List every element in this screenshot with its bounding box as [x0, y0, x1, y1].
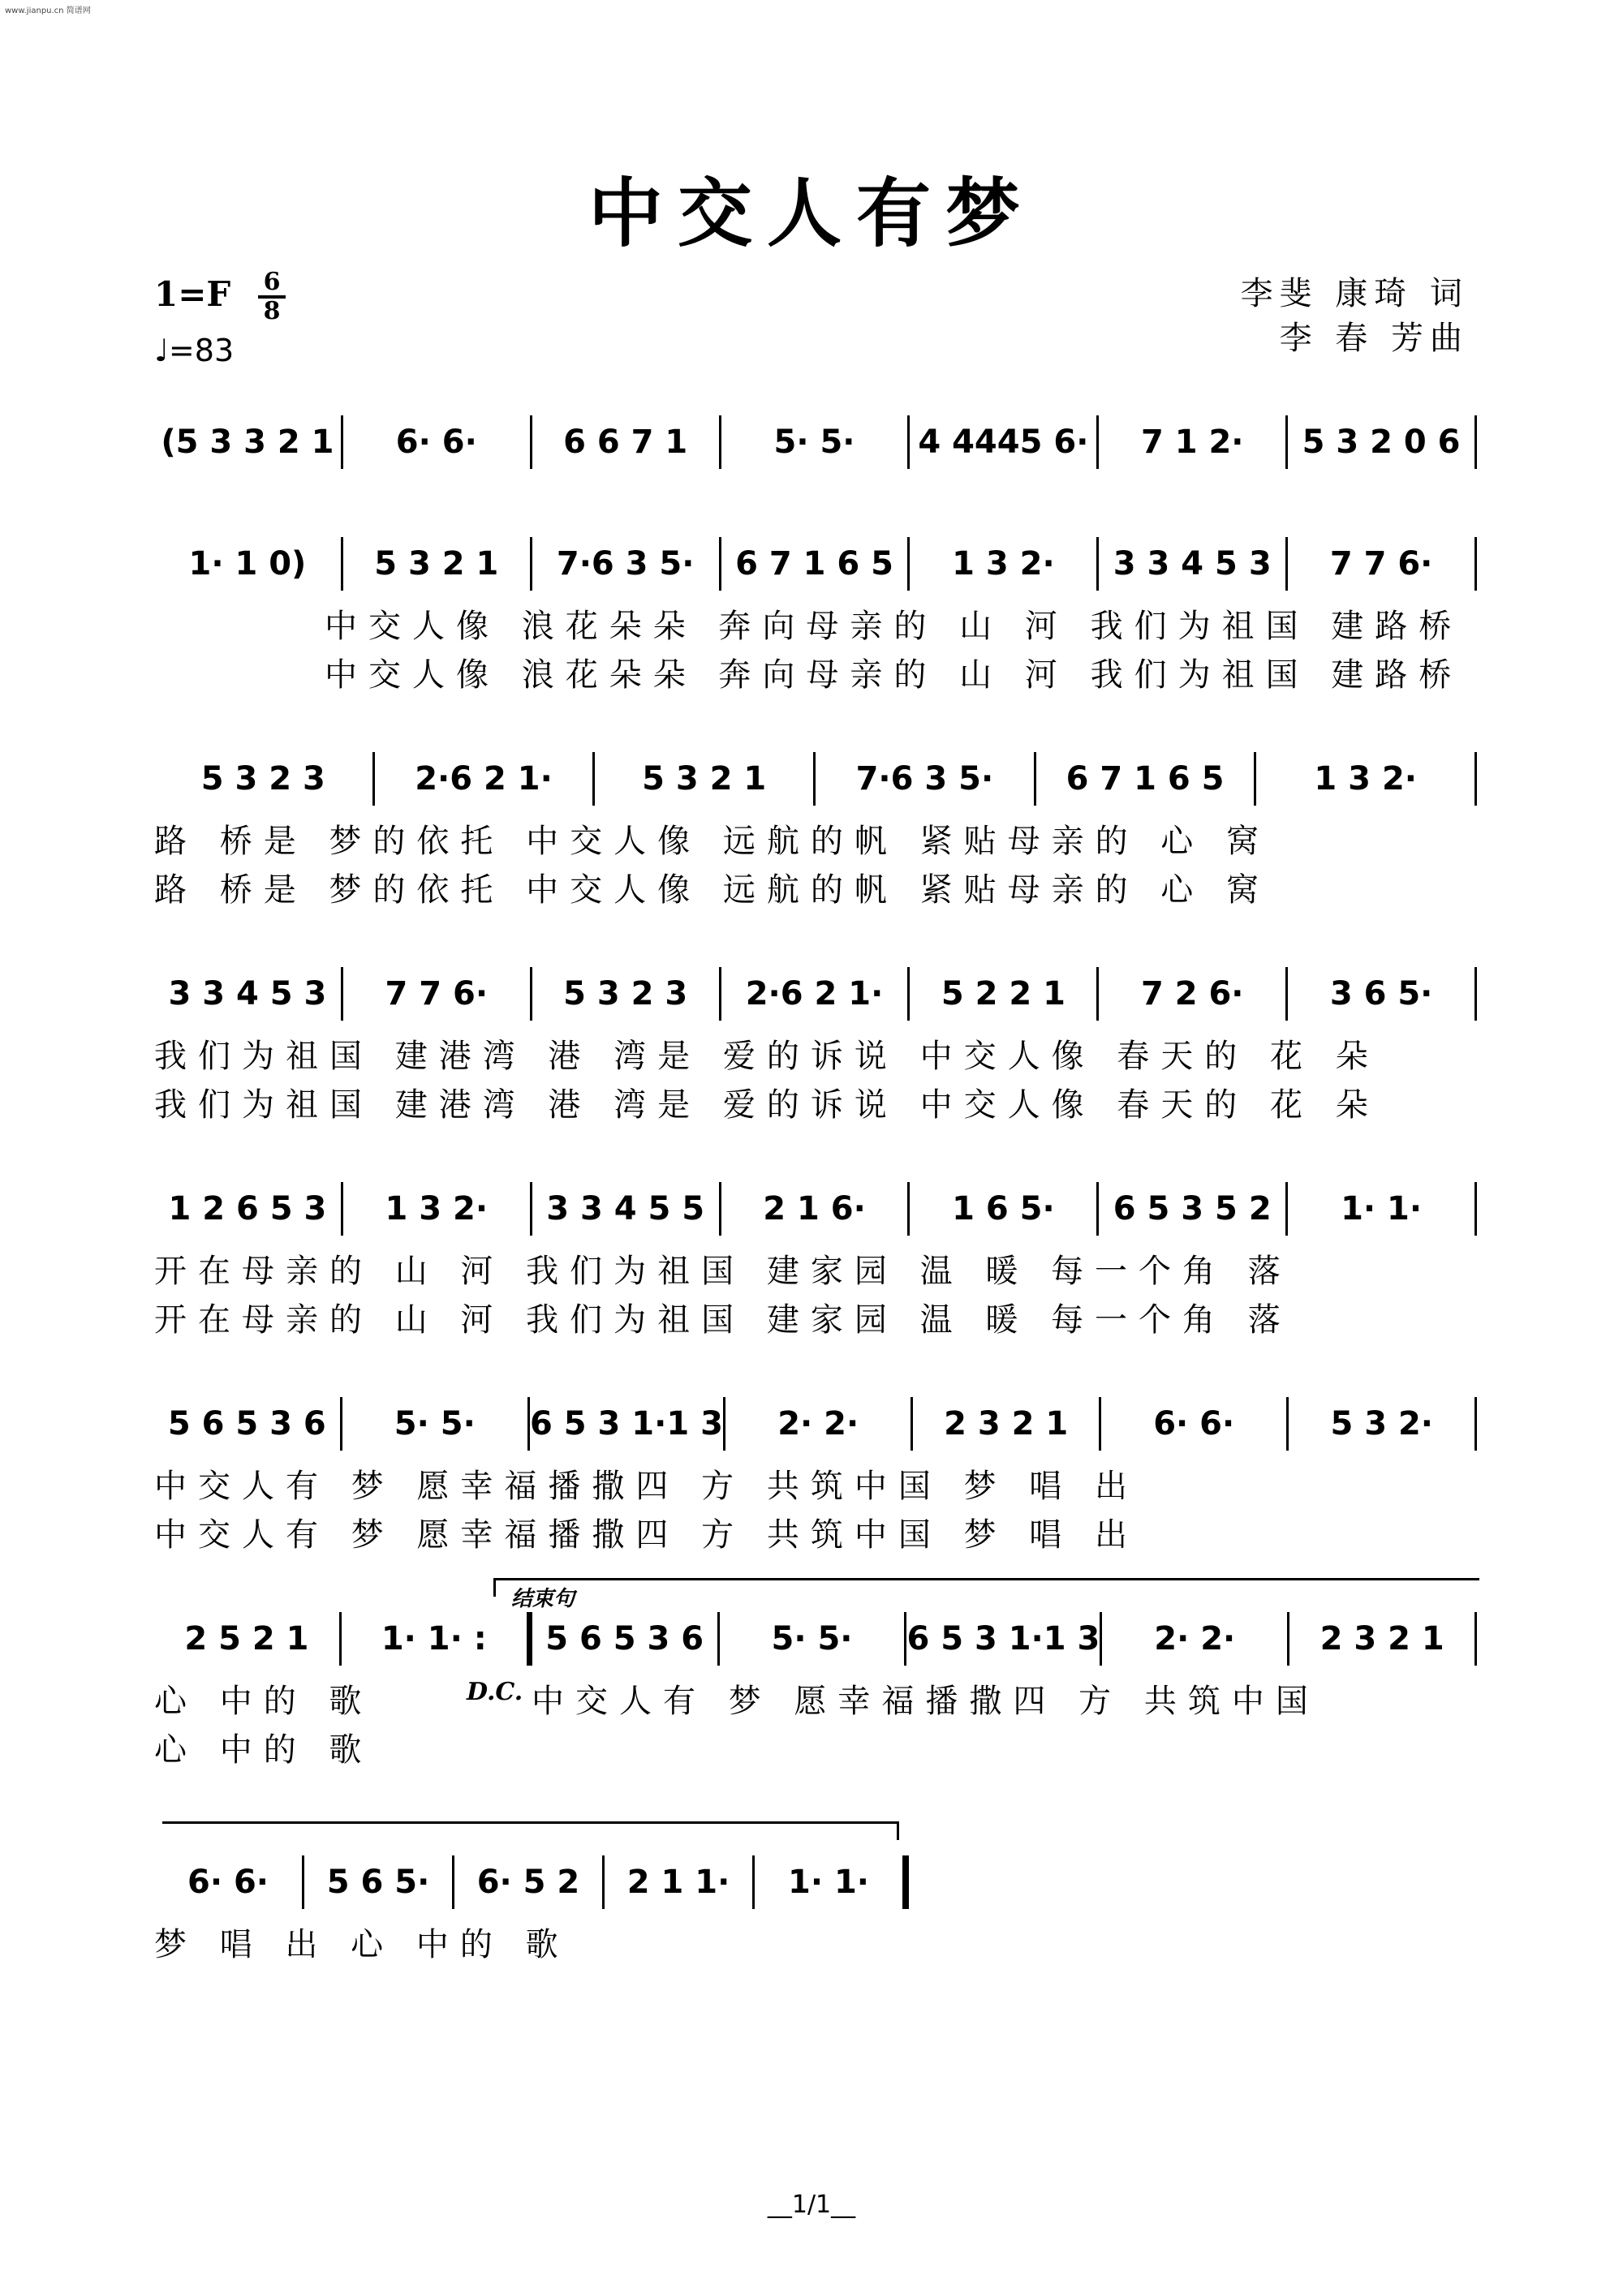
measure: 6· 6· — [395, 424, 477, 461]
measure: 2 3 2 1 — [944, 1405, 1069, 1443]
measure: 5· 5· — [771, 1620, 853, 1658]
lyric-verse-2: 中交人像 浪花朵朵 奔向母亲的 山 河 我们为祖国 建路桥 — [325, 656, 1463, 694]
measure: 5· 5· — [773, 424, 855, 461]
measure: 6· 6· — [1153, 1405, 1235, 1443]
measure: 3 3 4 5 5 — [546, 1190, 705, 1228]
measure: 7·6 3 5· — [855, 760, 994, 798]
measure: 6· 5 2 — [476, 1864, 580, 1901]
measure: 5 3 2· — [1330, 1405, 1433, 1443]
meter-bottom: 8 — [263, 297, 281, 325]
staff-line-1 — [154, 414, 1477, 471]
measure: 5 3 2 3 — [200, 760, 325, 798]
measure: 2·6 2 1· — [415, 760, 553, 798]
site-watermark: www.jianpu.cn 简谱网 — [5, 6, 91, 15]
measure: 7 1 2· — [1140, 424, 1244, 461]
meter-top: 6 — [263, 268, 281, 296]
measure: 2· 2· — [777, 1405, 859, 1443]
dc-marking: D.C. — [467, 1678, 523, 1706]
ending-bracket — [493, 1578, 1479, 1597]
ending-bracket-end — [162, 1821, 899, 1840]
measure: 1· 1· — [1341, 1190, 1423, 1228]
measure: 1 3 2· — [952, 545, 1055, 583]
song-title: 中交人有梦 — [588, 170, 1035, 257]
measure: 3 3 4 5 3 — [168, 975, 327, 1013]
lyric-verse-1: 开在母亲的 山 河 我们为祖国 建家园 温 暖 每一个角 落 — [154, 1253, 1292, 1290]
measure: 2· 2· — [1154, 1620, 1236, 1658]
key-signature: 1=F — [154, 274, 231, 314]
measure: 7·6 3 5· — [556, 545, 695, 583]
measure: 2 1 6· — [763, 1190, 866, 1228]
measure: 2 5 2 1 — [184, 1620, 309, 1658]
lyric-verse-1-end: 心 中的 歌 — [154, 1683, 373, 1720]
staff-line-4 — [154, 965, 1477, 1022]
measure: 1· 1· — [788, 1864, 869, 1901]
measure: 6 5 3 1·1 3 — [906, 1620, 1100, 1658]
measure: 5 3 2 3 — [563, 975, 688, 1013]
measure: (5 3 3 2 1 — [161, 424, 334, 461]
measure: 6 5 3 5 2 — [1113, 1190, 1272, 1228]
measure: 2 1 1· — [626, 1864, 730, 1901]
lyric-verse-1: 我们为祖国 建港湾 港 湾是 爱的诉说 中交人像 春天的 花 朵 — [154, 1038, 1380, 1075]
measure: 6 7 1 6 5 — [1065, 760, 1225, 798]
measure: 3 3 4 5 3 — [1113, 545, 1272, 583]
measure: 5· 5· — [394, 1405, 476, 1443]
measure: 6· 6· — [187, 1864, 269, 1901]
measure: 1 3 2· — [385, 1190, 489, 1228]
measure: 4 4445 6· — [918, 424, 1089, 461]
measure: 5 6 5 3 6 — [167, 1405, 326, 1443]
measure: 5 6 5· — [326, 1864, 430, 1901]
lyricist-credit: 李斐 康琦 词 — [1240, 275, 1469, 312]
measure: 6 7 1 6 5 — [735, 545, 893, 583]
measure: 1· 1· : — [381, 1620, 487, 1658]
measure: 7 7 6· — [1329, 545, 1433, 583]
measure: 7 2 6· — [1140, 975, 1244, 1013]
measure: 5 3 2 0 6 — [1302, 424, 1461, 461]
ending-label: 结束句 — [511, 1587, 575, 1611]
lyric-verse-2: 中交人有 梦 愿幸福播撒四 方 共筑中国 梦 唱 出 — [154, 1516, 1139, 1554]
staff-line-2 — [154, 535, 1477, 592]
measure: 1 6 5· — [952, 1190, 1055, 1228]
lyric-verse-1: 中交人像 浪花朵朵 奔向母亲的 山 河 我们为祖国 建路桥 — [325, 608, 1463, 645]
measure: 2 3 2 1 — [1319, 1620, 1444, 1658]
measure: 5 3 2 1 — [374, 545, 499, 583]
staff-line-6 — [154, 1395, 1477, 1452]
lyric-verse-2-end: 心 中的 歌 — [154, 1731, 373, 1769]
lyric-verse-2: 我们为祖国 建港湾 港 湾是 爱的诉说 中交人像 春天的 花 朵 — [154, 1086, 1380, 1124]
measure: 1· 1 0) — [188, 545, 307, 583]
measure: 6 6 7 1 — [563, 424, 688, 461]
staff-line-8 — [154, 1854, 909, 1911]
measure: 5 2 2 1 — [941, 975, 1065, 1013]
time-signature — [258, 270, 286, 324]
measure: 1 2 6 5 3 — [168, 1190, 327, 1228]
tempo-marking: ♩=83 — [154, 333, 235, 368]
composer-credit: 李 春 芳曲 — [1279, 320, 1469, 357]
lyric-verse-2: 路 桥是 梦的依托 中交人像 远航的帆 紧贴母亲的 心 窝 — [154, 871, 1271, 909]
measure: 3 6 5· — [1329, 975, 1433, 1013]
measure: 2·6 2 1· — [745, 975, 884, 1013]
measure: 1 3 2· — [1314, 760, 1417, 798]
staff-line-7 — [154, 1610, 1477, 1667]
staff-line-3 — [154, 750, 1477, 807]
lyric-verse-1: 路 桥是 梦的依托 中交人像 远航的帆 紧贴母亲的 心 窝 — [154, 823, 1271, 860]
measure: 6 5 3 1·1 3 — [530, 1405, 723, 1443]
lyric-ending: 中交人有 梦 愿幸福播撒四 方 共筑中国 — [532, 1683, 1319, 1720]
lyric-final: 梦 唱 出 心 中的 歌 — [154, 1926, 570, 1963]
staff-line-5 — [154, 1180, 1477, 1237]
measure: 5 3 2 1 — [642, 760, 767, 798]
lyric-verse-1: 中交人有 梦 愿幸福播撒四 方 共筑中国 梦 唱 出 — [154, 1468, 1139, 1505]
measure: 7 7 6· — [385, 975, 489, 1013]
lyric-verse-2: 开在母亲的 山 河 我们为祖国 建家园 温 暖 每一个角 落 — [154, 1301, 1292, 1339]
measure: 5 6 5 3 6 — [545, 1620, 704, 1658]
page-number: __1/1__ — [767, 2191, 856, 2219]
